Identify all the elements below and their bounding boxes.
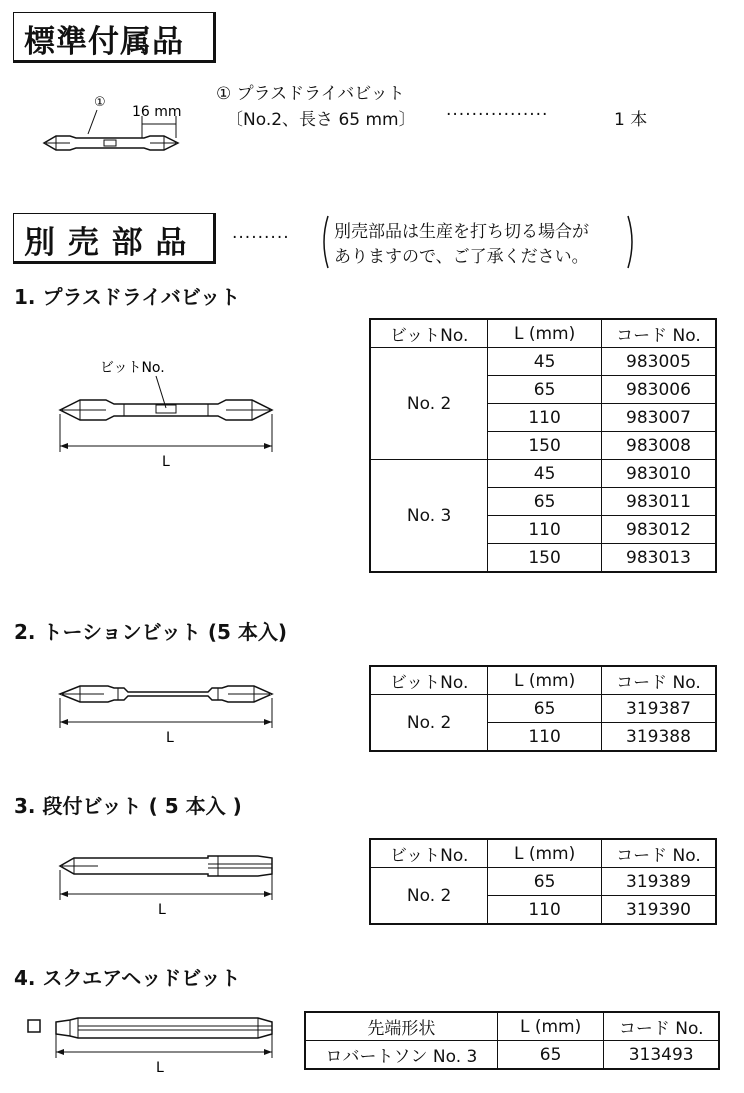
code-cell: 983011: [601, 488, 716, 516]
length-cell: 150: [488, 432, 602, 460]
length-cell: 150: [488, 544, 602, 573]
table-header-tip: 先端形状: [305, 1012, 497, 1041]
table-row: [305, 1041, 719, 1070]
table-header-length: L (mm): [497, 1012, 604, 1041]
optional-heading: 別 売 部 品: [24, 225, 188, 261]
table-header-length: L (mm): [488, 319, 602, 348]
code-cell: 983008: [601, 432, 716, 460]
code-cell: 319390: [601, 896, 716, 925]
length-cell: 65: [488, 695, 602, 723]
circle-mark: ①: [94, 95, 106, 110]
code-cell: 983007: [601, 404, 716, 432]
code-cell: 983005: [601, 348, 716, 376]
bit-no-callout: ビットNo.: [100, 360, 165, 376]
bit-cell: No. 2: [370, 695, 488, 752]
code-cell: 319387: [601, 695, 716, 723]
code-cell: 983006: [601, 376, 716, 404]
section-4-title: 4. スクエアヘッドビット: [14, 966, 241, 990]
section-2-title: 2. トーションビット (5 本入): [14, 620, 287, 644]
length-cell: 45: [488, 348, 602, 376]
section-4-table: [304, 1011, 720, 1070]
bit-cell: No. 2: [370, 348, 488, 460]
table-row: [370, 460, 716, 488]
section-3-length-label: L: [158, 902, 166, 918]
optional-note-line2: ありますので、ご了承ください。: [334, 247, 589, 267]
table-header-length: L (mm): [488, 666, 602, 695]
section-3-title: 3. 段付ビット ( 5 本入 ): [14, 794, 242, 818]
section-2-length-label: L: [166, 730, 174, 746]
table-header-bit: ビットNo.: [370, 319, 488, 348]
note-bracket-right: [626, 214, 638, 270]
optional-note-line1: 別売部品は生産を打ち切る場合が: [334, 222, 589, 242]
section-3-bit-drawing: [58, 850, 278, 920]
section-2-bit-drawing: [58, 676, 278, 746]
length-cell: 45: [488, 460, 602, 488]
length-cell: 110: [488, 404, 602, 432]
section-1-table: [369, 318, 717, 573]
code-cell: 319388: [601, 723, 716, 752]
table-header-code: コード No.: [601, 319, 716, 348]
table-row: [370, 868, 716, 896]
section-4-bit-drawing: [26, 1012, 276, 1080]
square-tip-icon: [28, 1020, 40, 1032]
code-cell: 983012: [601, 516, 716, 544]
length-cell: 110: [488, 723, 602, 752]
length-cell: 65: [488, 488, 602, 516]
section-4-length-label: L: [156, 1060, 164, 1076]
code-cell: 983013: [601, 544, 716, 573]
section-3-table: [369, 838, 717, 925]
optional-dots: ·········: [232, 228, 290, 248]
code-cell: 313493: [604, 1041, 719, 1070]
note-bracket-left: [318, 214, 330, 270]
section-1-length-label: L: [162, 454, 170, 470]
section-1-title: 1. プラスドライバビット: [14, 285, 241, 309]
included-item-line2: 〔No.2、長さ 65 mm〕: [226, 110, 416, 130]
included-item-qty: 1 本: [614, 110, 648, 130]
included-heading: 標準付属品: [24, 24, 184, 60]
dim-label: 16 mm: [132, 104, 182, 120]
code-cell: 983010: [601, 460, 716, 488]
table-header-length: L (mm): [488, 839, 602, 868]
length-cell: 110: [488, 896, 602, 925]
table-header-bit: ビットNo.: [370, 666, 488, 695]
tip-cell: ロバートソン No. 3: [305, 1041, 497, 1070]
table-header-code: コード No.: [601, 666, 716, 695]
code-cell: 319389: [601, 868, 716, 896]
table-header-code: コード No.: [601, 839, 716, 868]
table-header-bit: ビットNo.: [370, 839, 488, 868]
bit-cell: No. 2: [370, 868, 488, 925]
bit-cell: No. 3: [370, 460, 488, 573]
table-row: [370, 695, 716, 723]
section-1-bit-drawing: [58, 352, 278, 472]
length-cell: 65: [488, 868, 602, 896]
included-bit-drawing: [40, 90, 190, 160]
included-item-dots: ················: [446, 105, 549, 125]
length-cell: 110: [488, 516, 602, 544]
table-header-code: コード No.: [604, 1012, 719, 1041]
length-cell: 65: [497, 1041, 604, 1070]
included-item-line1: ① プラスドライバビット: [216, 84, 405, 104]
section-2-table: [369, 665, 717, 752]
length-cell: 65: [488, 376, 602, 404]
table-row: [370, 348, 716, 376]
